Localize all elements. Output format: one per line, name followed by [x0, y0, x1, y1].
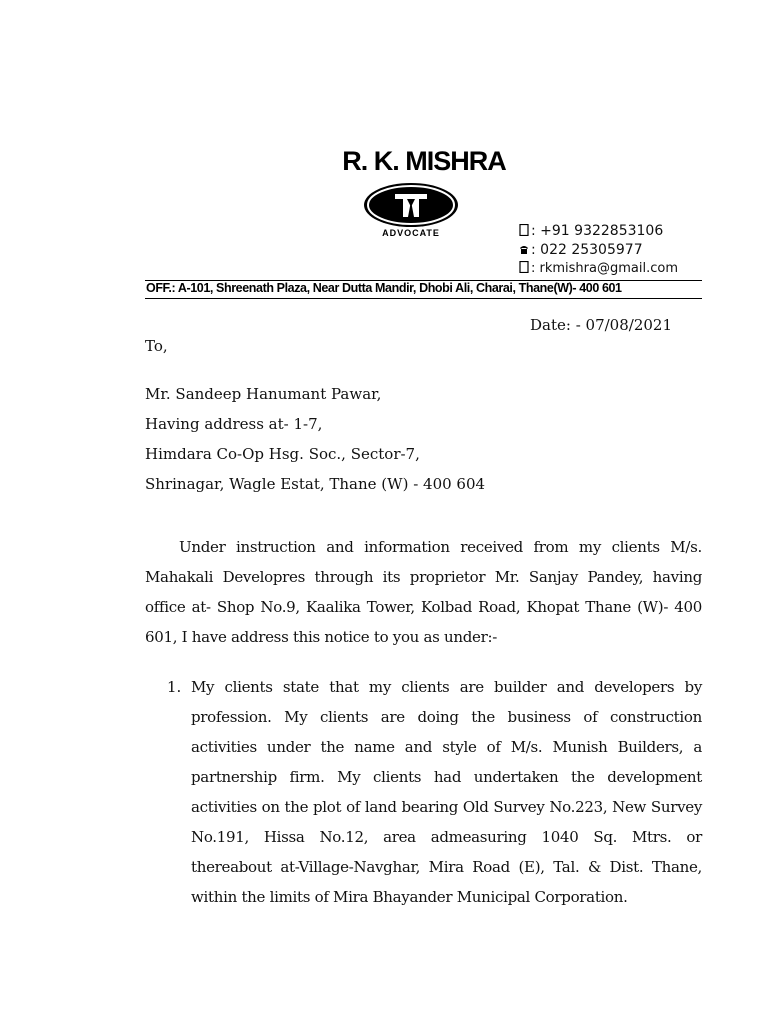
- mobile-phone-icon: [519, 224, 529, 236]
- recipient-line: Having address at- 1-7,: [145, 415, 323, 433]
- point-text: My clients state that my clients are builder and developers by profession. My clients are doing the business of construction activities under the name and style of M/s. Munish Builders, a partnership firm. My clients had undertaken the development activities on the plot of land bearing Old Survey No.223, New Survey No.191, Hissa No.12, area admeasuring 1040 Sq. Mtrs. or thereabout at-Village-Navghar, Mira Road (E), Tal. & Dist. Thane, within the limits of Mira Bhayander Municipal Corporation.: [191, 678, 702, 906]
- contact-landline: [519, 242, 643, 258]
- recipient-line: Mr. Sandeep Hanumant Pawar,: [145, 385, 382, 403]
- recipient-line: Shrinagar, Wagle Estat, Thane (W) - 400 604: [145, 475, 486, 493]
- salutation: To,: [145, 337, 168, 355]
- contact-email: [519, 261, 678, 276]
- office-address: OFF.: A-101, Shreenath Plaza, Near Dutta Mandir, Dhobi Ali, Charai, Thane(W)- 400 601: [146, 281, 622, 295]
- landline-number: : 022 25305977: [531, 242, 643, 258]
- email-address: : rkmishra@gmail.com: [531, 261, 678, 276]
- advocate-name: R. K. MISHRA: [342, 146, 506, 176]
- point-number: 1.: [167, 678, 182, 696]
- email-icon: [519, 261, 529, 273]
- recipient-line: Himdara Co-Op Hsg. Soc., Sector-7,: [145, 445, 420, 463]
- letter-date: Date: - 07/08/2021: [530, 316, 672, 334]
- intro-text: Under instruction and information received from my clients M/s. Mahakali Developres through its proprietor Mr. Sanjay Pandey, having office at- Shop No.9, Kaalika Tower, Kolbad Road, Khopat Thane (W)- 400 601, I have address this notice to you as under:-: [145, 538, 702, 646]
- contact-mobile: [519, 223, 663, 239]
- telephone-icon: [519, 243, 529, 255]
- mobile-number: : +91 9322853106: [531, 223, 664, 239]
- intro-paragraph: [145, 532, 702, 652]
- advocate-emblem-icon: [361, 181, 461, 229]
- header-rule-bottom: [145, 298, 702, 299]
- logo-caption: ADVOCATE: [382, 228, 440, 238]
